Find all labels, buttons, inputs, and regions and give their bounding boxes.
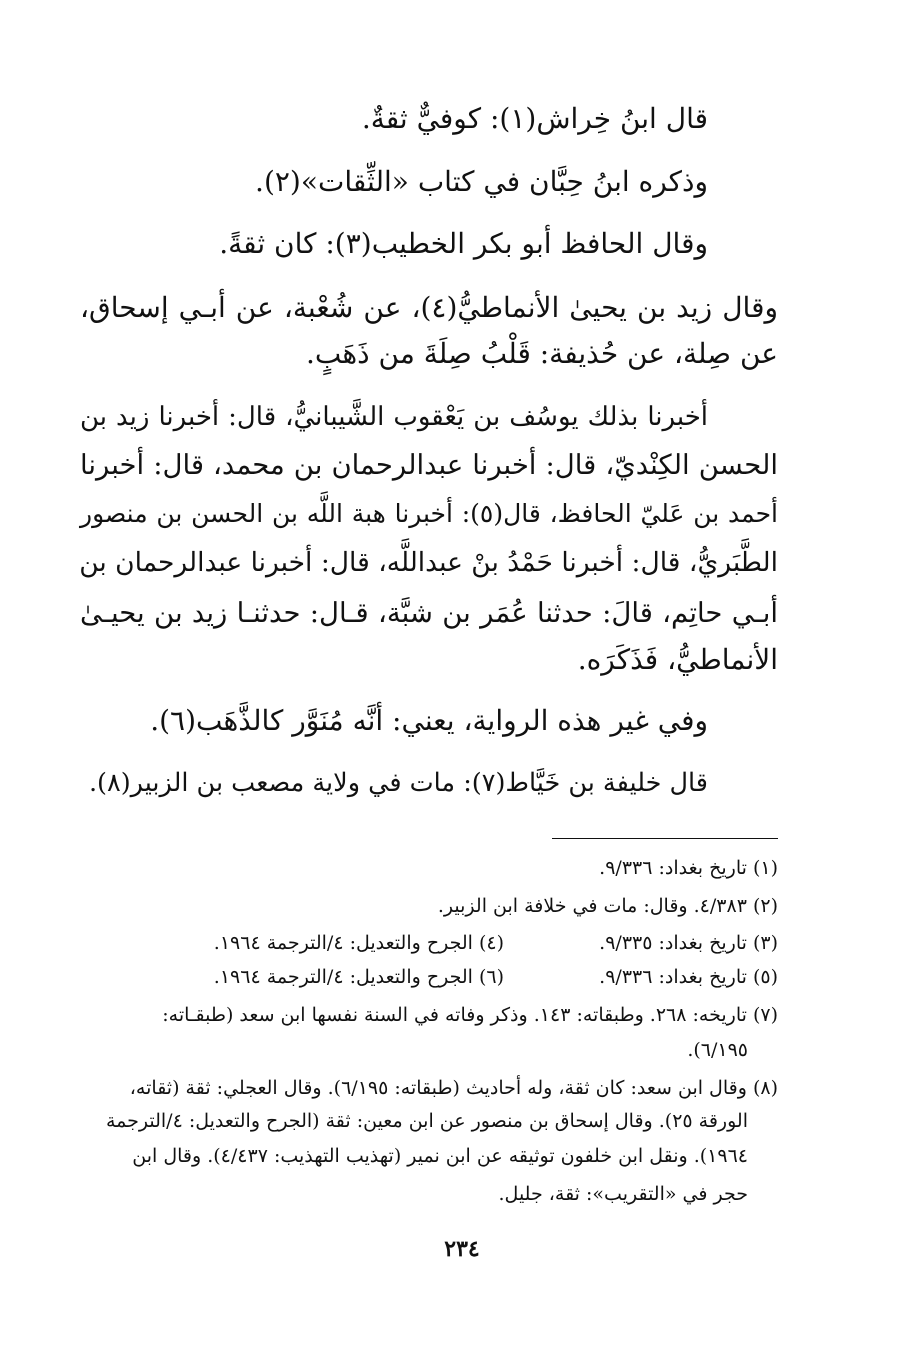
text-line: أبـي حاتِم، قالَ: حدثنا عُمَر بن شبَّة، قـال: حدثنـا زيد بن يحيـىٰ [80,597,778,629]
text-line: قال ابنُ خِراش(١): كوفيٌّ ثقةٌ. [361,102,708,135]
text-line: وذكره ابنُ حِبَّان في كتاب «الثِّقات»(٢). [255,165,708,198]
text-line: وفي غير هذه الرواية، يعني: أنَّه مُنَوَّر كالذَّهَب(٦). [150,704,708,737]
footnote: حجر في «التقريب»: ثقة، جليل. [498,1183,748,1205]
footnote-separator [552,838,778,839]
text-line: أحمد بن عَليّ الحافظ، قال(٥): أخبرنا هبة اللَّه بن الحسن بن منصور [80,499,778,528]
text-line: الأنماطيُّ، فَذَكَرَه. [577,643,778,676]
footnote: ١٩٦٤). ونقل ابن خلفون توثيقه عن ابن نمير (تهذيب التهذيب: ٤/٤٣٧). وقال ابن [132,1145,748,1167]
text-line: أخبرنا بذلك يوسُف بن يَعْقوب الشَّيبانيُّ، قال: أخبرنا زيد بن [80,402,708,432]
footnote: الورقة ٢٥). وقال إسحاق بن منصور عن ابن معين: ثقة (الجرح والتعديل: ٤/الترجمة [105,1110,748,1132]
text-line: الطَّبَريُّ، قال: أخبرنا حَمْدُ بنْ عبداللَّه، قال: أخبرنا عبدالرحمان بن [79,547,778,578]
text-line: الحسن الكِنْديّ، قال: أخبرنا عبدالرحمان بن محمد، قال: أخبرنا [80,449,778,481]
footnote: (١) تاريخ بغداد: ٩/٣٣٦. [599,857,778,879]
text-line: قال خليفة بن خَيَّاط(٧): مات في ولاية مصعب بن الزبير(٨). [88,768,708,798]
footnote: (٢) ٤/٣٨٣. وقال: مات في خلافة ابن الزبير. [437,895,778,917]
footnote: (٨) وقال ابن سعد: كان ثقة، وله أحاديث (طبقاته: ٦/١٩٥). وقال العجلي: ثقة (ثقاته، [129,1077,778,1099]
footnote: (٦) الجرح والتعديل: ٤/الترجمة ١٩٦٤. [213,966,504,988]
footnote: (٤) الجرح والتعديل: ٤/الترجمة ١٩٦٤. [213,932,504,954]
text-line: وقال زيد بن يحيىٰ الأنماطيُّ(٤)، عن شُعْبة، عن أبـي إسحاق، [80,291,778,324]
text-line: وقال الحافظ أبو بكر الخطيب(٣): كان ثقةً. [219,227,708,260]
footnote: (٥) تاريخ بغداد: ٩/٣٣٦. [599,966,778,988]
page-number: ٢٣٤ [444,1236,480,1262]
footnote: (٧) تاريخه: ٢٦٨. وطبقاته: ١٤٣. وذكر وفاته في السنة نفسها ابن سعد (طبقـاته: [162,1004,778,1026]
text-line: عن صِلة، عن حُذيفة: قَلْبُ صِلَةَ من ذَهَبٍ. [306,337,778,370]
footnote: (٣) تاريخ بغداد: ٩/٣٣٥. [599,932,778,954]
footnote: ٦/١٩٥). [687,1039,748,1061]
